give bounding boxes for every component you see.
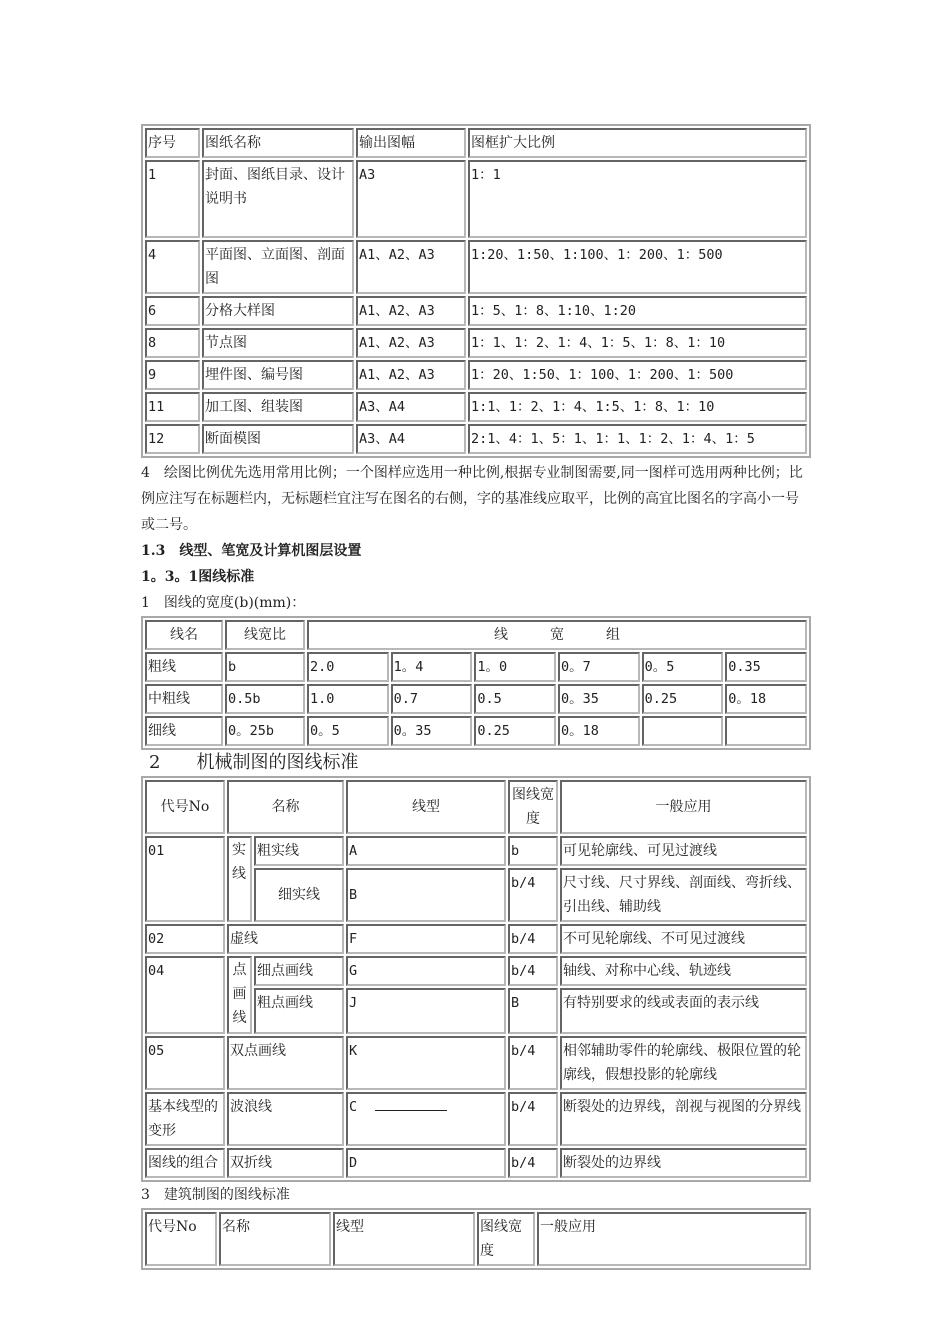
table-cell: 2.0 xyxy=(307,652,389,682)
header-cell: 名称 xyxy=(219,1212,331,1266)
header-cell: 一般应用 xyxy=(537,1212,807,1266)
table-cell: 加工图、组装图 xyxy=(202,392,354,422)
table-cell: 粗点画线 xyxy=(254,988,344,1034)
table-cell xyxy=(725,716,807,746)
table-cell: b/4 xyxy=(508,956,558,986)
document-page xyxy=(141,122,811,1270)
table-cell: 图线的组合 xyxy=(145,1148,225,1178)
table-cell: 1:1、1：2、1：4、1:5、1：8、1：10 xyxy=(468,392,807,422)
table-cell: 细实线 xyxy=(254,868,344,922)
line-width-table xyxy=(141,616,811,750)
table-cell: 细线 xyxy=(145,716,223,746)
table-row xyxy=(145,652,807,682)
table-cell: B xyxy=(508,988,558,1034)
table-cell: 0.5 xyxy=(474,684,556,714)
table-cell: 0.35 xyxy=(725,652,807,682)
table-cell: 断面模图 xyxy=(202,424,354,454)
table-row xyxy=(145,924,807,954)
line-type-code: C xyxy=(349,1099,358,1115)
line-width-item: 1 图线的宽度(b)(mm)： xyxy=(141,595,306,611)
table-cell: 轴线、对称中心线、轨迹线 xyxy=(560,956,807,986)
table-cell: 6 xyxy=(145,296,200,326)
table-row xyxy=(145,836,807,866)
architectural-lines-heading: 3 建筑制图的图线标准 xyxy=(141,1187,290,1203)
header-cell: 线 宽 组 xyxy=(307,620,807,650)
table-cell: 1.0 xyxy=(307,684,389,714)
table-cell: A xyxy=(346,836,506,866)
table-cell: 0。5 xyxy=(307,716,389,746)
table-cell: 04 xyxy=(145,956,225,1034)
table-cell: J xyxy=(346,988,506,1034)
table-cell: A3、A4 xyxy=(356,424,466,454)
header-cell: 名称 xyxy=(227,780,344,834)
scale-note-paragraph: 4 绘图比例优先选用常用比例；一个图样应选用一种比例,根据专业制图需要,同一图样可选用两种比例；比例应注写在标题栏内，无标题栏宜注写在图名的右侧，字的基准线应取平，比例的高宜比图名的字高小一号或二号。 xyxy=(141,465,803,533)
table-cell: 1：1、1：2、1：4、1：5、1：8、1：10 xyxy=(468,328,807,358)
table-cell: A1、A2、A3 xyxy=(356,240,466,294)
table-cell: 双折线 xyxy=(227,1148,344,1178)
table-cell: F xyxy=(346,924,506,954)
table-row xyxy=(145,716,807,746)
table-cell: 0。5 xyxy=(642,652,724,682)
line-sample-graphic xyxy=(375,1104,447,1111)
table-cell: A3 xyxy=(356,160,466,238)
table-cell: b/4 xyxy=(508,924,558,954)
table-cell: 0。7 xyxy=(558,652,640,682)
table-header-row xyxy=(145,128,807,158)
table-cell: 8 xyxy=(145,328,200,358)
table-cell: 1：5、1：8、1:10、1:20 xyxy=(468,296,807,326)
table-cell: 相邻辅助零件的轮廓线、极限位置的轮廓线，假想投影的轮廓线 xyxy=(560,1036,807,1090)
table-cell: 断裂处的边界线 xyxy=(560,1148,807,1178)
table-cell: 基本线型的变形 xyxy=(145,1092,225,1146)
table-cell: 尺寸线、尺寸界线、剖面线、弯折线、引出线、辅助线 xyxy=(560,868,807,922)
table-cell: 0。18 xyxy=(558,716,640,746)
table-cell: 1 xyxy=(145,160,200,238)
table-cell: 9 xyxy=(145,360,200,390)
table-cell: 平面图、立面图、剖面图 xyxy=(202,240,354,294)
header-cell: 线名 xyxy=(145,620,223,650)
header-cell: 线型 xyxy=(346,780,506,834)
mechanical-line-table xyxy=(141,776,811,1182)
table-cell: 1。4 xyxy=(391,652,473,682)
table-row xyxy=(145,360,807,390)
table-row xyxy=(145,1036,807,1090)
table-cell: 0.7 xyxy=(391,684,473,714)
table-cell: A1、A2、A3 xyxy=(356,328,466,358)
header-cell: 图纸名称 xyxy=(202,128,354,158)
table-cell: 细点画线 xyxy=(254,956,344,986)
table-cell: 有特别要求的线或表面的表示线 xyxy=(560,988,807,1034)
drawing-scale-table xyxy=(141,124,811,458)
table-cell: 波浪线 xyxy=(227,1092,344,1146)
table-cell: 0.25 xyxy=(642,684,724,714)
table-row xyxy=(145,684,807,714)
table-cell: 4 xyxy=(145,240,200,294)
table-cell: 双点画线 xyxy=(227,1036,344,1090)
table-row xyxy=(145,1148,807,1178)
table-cell: b xyxy=(508,836,558,866)
header-cell: 代号No xyxy=(145,780,225,834)
table-row xyxy=(145,328,807,358)
table-cell: b xyxy=(225,652,305,682)
table-cell: G xyxy=(346,956,506,986)
section-heading-1-3-1: 1。3。1图线标准 xyxy=(141,569,255,585)
table-row xyxy=(145,424,807,454)
table-cell: 02 xyxy=(145,924,225,954)
table-cell: 0。35 xyxy=(391,716,473,746)
architectural-line-table xyxy=(141,1208,811,1270)
table-cell: 0。18 xyxy=(725,684,807,714)
table-header-row xyxy=(145,780,807,834)
table-cell: 0。25b xyxy=(225,716,305,746)
table-cell: 1。0 xyxy=(474,652,556,682)
table-row xyxy=(145,160,807,238)
table-cell: 埋件图、编号图 xyxy=(202,360,354,390)
table-cell: 0.5b xyxy=(225,684,305,714)
header-cell: 图线宽度 xyxy=(477,1212,535,1266)
table-row xyxy=(145,296,807,326)
table-cell: A3、A4 xyxy=(356,392,466,422)
table-cell: 12 xyxy=(145,424,200,454)
table-cell: 分格大样图 xyxy=(202,296,354,326)
table-cell: 粗实线 xyxy=(254,836,344,866)
table-row xyxy=(145,1092,807,1146)
table-cell: 01 xyxy=(145,836,225,922)
table-cell: 中粗线 xyxy=(145,684,223,714)
table-cell: 05 xyxy=(145,1036,225,1090)
table-cell: b/4 xyxy=(508,868,558,922)
table-cell: b/4 xyxy=(508,1036,558,1090)
header-cell: 图框扩大比例 xyxy=(468,128,807,158)
table-cell: 0。35 xyxy=(558,684,640,714)
table-cell: 节点图 xyxy=(202,328,354,358)
table-cell: D xyxy=(346,1148,506,1178)
table-row xyxy=(145,240,807,294)
table-cell: 封面、图纸目录、设计说明书 xyxy=(202,160,354,238)
table-cell: 断裂处的边界线，剖视与视图的分界线 xyxy=(560,1092,807,1146)
header-cell: 图线宽度 xyxy=(508,780,558,834)
table-header-row xyxy=(145,1212,807,1266)
table-cell: 粗线 xyxy=(145,652,223,682)
table-cell: A1、A2、A3 xyxy=(356,296,466,326)
table-cell xyxy=(346,1092,506,1146)
table-cell: B xyxy=(346,868,506,922)
table-cell: 可见轮廓线、可见过渡线 xyxy=(560,836,807,866)
table-cell: A1、A2、A3 xyxy=(356,360,466,390)
table-cell: b/4 xyxy=(508,1092,558,1146)
table-cell: K xyxy=(346,1036,506,1090)
mechanical-lines-heading: 2 机械制图的图线标准 xyxy=(149,752,359,773)
table-cell: 11 xyxy=(145,392,200,422)
header-cell: 代号No xyxy=(145,1212,217,1266)
table-cell: 1：20、1:50、1：100、1：200、1：500 xyxy=(468,360,807,390)
table-cell: 1：1 xyxy=(468,160,807,238)
table-header-row xyxy=(145,620,807,650)
table-row xyxy=(145,956,807,986)
table-cell: 点画线 xyxy=(227,956,252,1034)
table-cell: 2:1、4：1、5：1、1：1、1：2、1：4、1：5 xyxy=(468,424,807,454)
table-cell: 虚线 xyxy=(227,924,344,954)
header-cell: 线宽比 xyxy=(225,620,305,650)
table-cell: b/4 xyxy=(508,1148,558,1178)
header-cell: 输出图幅 xyxy=(356,128,466,158)
table-cell: 1:20、1:50、1:100、1：200、1：500 xyxy=(468,240,807,294)
header-cell: 序号 xyxy=(145,128,200,158)
header-cell: 线型 xyxy=(333,1212,475,1266)
table-cell xyxy=(642,716,724,746)
section-heading-1-3: 1.3 线型、笔宽及计算机图层设置 xyxy=(141,543,362,559)
table-cell: 不可见轮廓线、不可见过渡线 xyxy=(560,924,807,954)
table-cell: 0.25 xyxy=(474,716,556,746)
header-cell: 一般应用 xyxy=(560,780,807,834)
table-cell: 实线 xyxy=(227,836,252,922)
table-row xyxy=(145,392,807,422)
